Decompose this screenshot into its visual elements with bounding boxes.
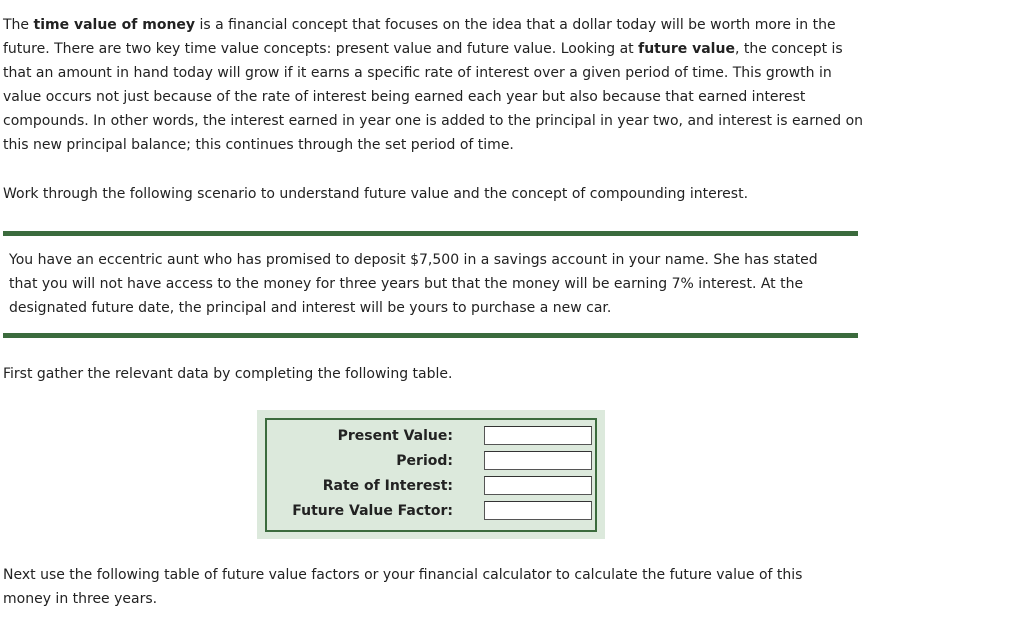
rate-of-interest-label: Rate of Interest: <box>322 478 453 494</box>
table-row-rate-of-interest <box>267 476 595 501</box>
table-row-present-value <box>267 426 595 451</box>
scenario-paragraph: You have an eccentric aunt who has promised to deposit $7,500 in a savings account in your name. She has stated that you will not have access to the money for three years but that the money will be earning 7% interest. At the designated future date, the principal and interest will be yours to purchase a new car. <box>9 252 818 316</box>
intro-text-2: is a financial concept that focuses on the idea that a dollar today will be worth more in the future. There are two key time value concepts: present value and future value. Looking at <box>3 17 836 57</box>
next-instruction: Next use the following table of future value factors or your financial calculator to calculate the future value of this money in three years. <box>3 567 803 607</box>
scenario-bottom-divider <box>3 333 858 338</box>
instruction-paragraph: Work through the following scenario to understand future value and the concept of compounding interest. <box>3 186 749 202</box>
table-row-future-value-factor <box>267 501 595 526</box>
data-table <box>257 410 605 539</box>
period-label: Period: <box>396 453 453 469</box>
table-row-period <box>267 451 595 476</box>
present-value-input[interactable] <box>484 426 592 445</box>
term-future-value: future value <box>638 41 735 57</box>
intro-text-1: The <box>3 17 34 33</box>
gather-instruction: First gather the relevant data by completing the following table. <box>3 366 453 382</box>
intro-paragraph <box>3 13 863 157</box>
future-value-factor-input[interactable] <box>484 501 592 520</box>
future-value-factor-label: Future Value Factor: <box>292 503 453 519</box>
present-value-label: Present Value: <box>337 428 453 444</box>
intro-text-3: , the concept is that an amount in hand today will grow if it earns a specific rate of interest over a given period of time. This growth in value occurs not just because of the rate of interest being earned each year but also because that earned interest compounds. In other words, the interest earned in year one is added to the principal in year two, and interest is earned on this new principal balance; this continues through the set period of time. <box>3 41 864 153</box>
data-table-frame <box>265 418 597 532</box>
period-input[interactable] <box>484 451 592 470</box>
rate-of-interest-input[interactable] <box>484 476 592 495</box>
term-time-value-of-money: time value of money <box>33 17 196 33</box>
scenario-top-divider <box>3 231 858 236</box>
